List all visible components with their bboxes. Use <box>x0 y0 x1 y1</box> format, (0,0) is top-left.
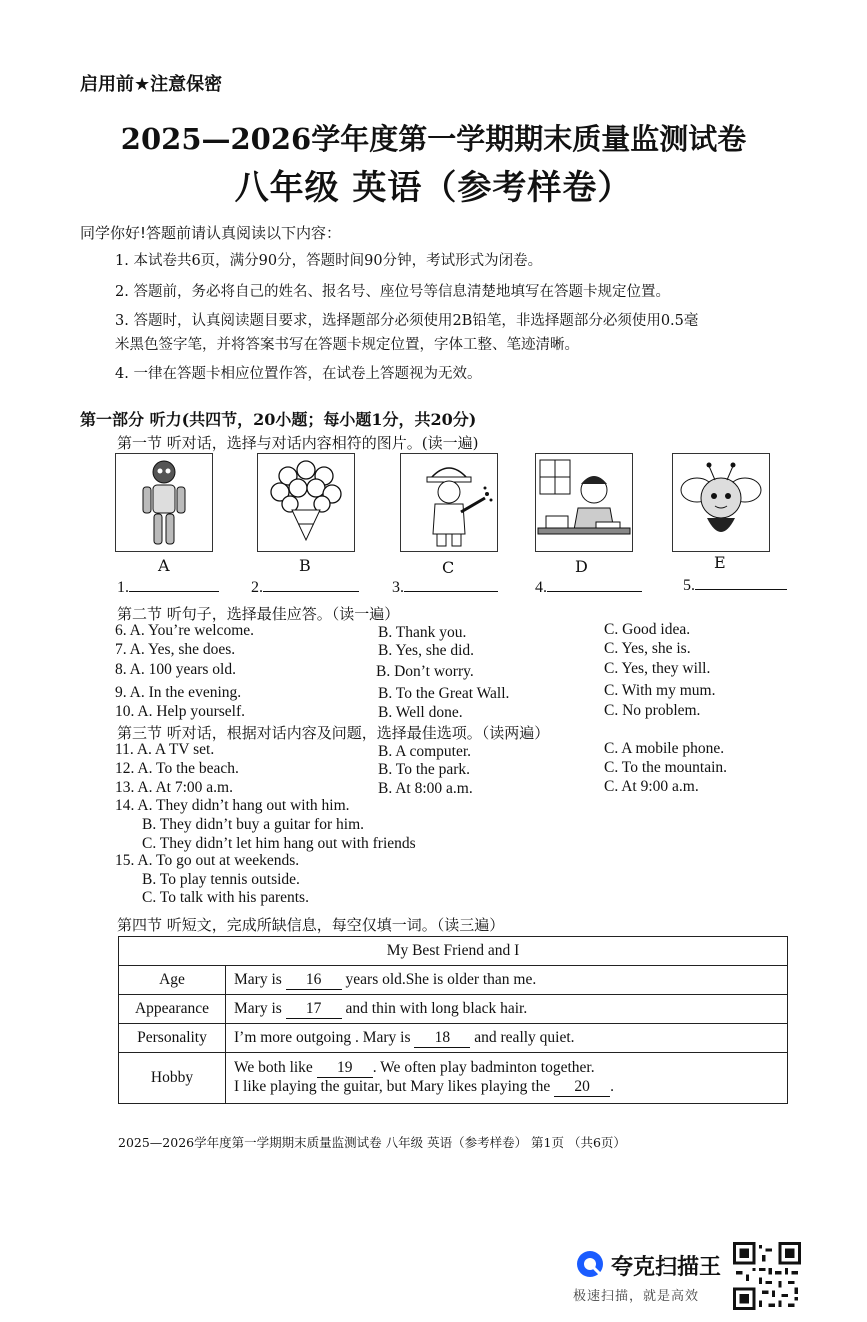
qr-code-icon <box>733 1242 801 1310</box>
notice-item: 4. 一律在答题卡相应位置作答，在试卷上答题视为无效。 <box>115 366 482 382</box>
notice-item: 2. 答题前，务必将自己的姓名、报名号、座位号等信息清楚地填写在答题卡规定位置。 <box>115 284 670 300</box>
text: and thin with long black hair. <box>341 999 528 1017</box>
picture-label: C <box>442 558 455 577</box>
answer-blank-18[interactable]: 18 <box>414 1029 470 1048</box>
robot-icon <box>116 454 212 551</box>
blank-number: 1. <box>117 579 129 596</box>
option-b[interactable]: B. A computer. <box>378 743 471 760</box>
answer-blank-2[interactable] <box>251 577 359 597</box>
table-row <box>119 995 788 1024</box>
answer-blank-20[interactable]: 20 <box>554 1078 610 1097</box>
option-b[interactable]: B. At 8:00 a.m. <box>378 780 473 797</box>
row-content <box>226 995 788 1024</box>
option-c[interactable]: C. At 9:00 a.m. <box>604 778 699 795</box>
info-table <box>118 936 788 1104</box>
notice-item: 米黑色签字笔，并将答案书写在答题卡规定位置，字体工整、笔迹清晰。 <box>115 337 579 353</box>
text: . <box>610 1078 614 1095</box>
row-label: Appearance <box>119 995 226 1024</box>
table-row <box>119 1053 788 1104</box>
scanner-brand: 夸克扫描王 <box>611 1255 722 1280</box>
picture-a <box>115 453 213 552</box>
scanner-watermark <box>573 1245 733 1305</box>
picture-b <box>257 453 355 552</box>
row-content <box>226 966 788 995</box>
hobby-line-2 <box>234 1078 779 1097</box>
hobby-line-1 <box>234 1059 779 1078</box>
answer-blank-4[interactable] <box>535 577 642 597</box>
option-c[interactable]: C. Good idea. <box>604 621 691 638</box>
option-c[interactable]: C. To the mountain. <box>604 759 728 776</box>
answer-blank-1[interactable] <box>117 577 219 597</box>
firefighter-icon <box>401 454 497 551</box>
option-b[interactable]: B. Yes, she did. <box>378 642 475 659</box>
picture-d <box>535 453 633 552</box>
table-row <box>119 966 788 995</box>
exam-subtitle: 八年级 英语（参考样卷） <box>234 168 633 208</box>
option-b[interactable]: B. To the park. <box>378 761 471 778</box>
part1-title: 第一部分 听力(共四节，20小题；每小题1分，共20分) <box>80 410 477 429</box>
option-b[interactable]: B. Thank you. <box>378 624 467 641</box>
picture-label: E <box>714 553 726 572</box>
answer-blank-19[interactable]: 19 <box>317 1059 373 1078</box>
section4-title: 第四节 听短文，完成所缺信息，每空仅填一词。（读三遍） <box>117 916 505 934</box>
confidential-label: 启用前★注意保密 <box>80 74 223 95</box>
option-c[interactable]: C. No problem. <box>604 702 701 719</box>
notice-intro: 同学你好!答题前请认真阅读以下内容： <box>80 224 342 242</box>
picture-label: D <box>575 557 588 576</box>
answer-blank-17[interactable]: 17 <box>286 1000 342 1019</box>
option-a[interactable]: 15. A. To go out at weekends. <box>115 852 300 869</box>
option-c[interactable]: C. A mobile phone. <box>604 740 725 757</box>
notice-item: 3. 答题时，认真阅读题目要求，选择题部分必须使用2B铅笔，非选择题部分必须使用0.5毫 <box>115 313 699 329</box>
text: Mary is <box>234 970 286 988</box>
answer-blank-5[interactable] <box>683 575 787 595</box>
section2-title: 第二节 听句子，选择最佳应答。（读一遍） <box>117 605 400 623</box>
text: Mary is <box>234 999 286 1017</box>
text: I like playing the guitar, but Mary likes playing the <box>234 1078 555 1095</box>
option-a[interactable]: 8. A. 100 years old. <box>115 661 236 678</box>
option-b[interactable]: B. Don’t worry. <box>376 663 474 680</box>
answer-blank-3[interactable] <box>392 577 498 597</box>
page-footer: 2025—2026学年度第一学期期末质量监测试卷 八年级 英语（参考样卷） 第1页 （共6页） <box>118 1135 626 1150</box>
section1-title: 第一节 听对话，选择与对话内容相符的图片。(读一遍) <box>117 434 479 452</box>
table-row <box>119 1024 788 1053</box>
row-label: Hobby <box>119 1053 226 1104</box>
option-a[interactable]: 7. A. Yes, she does. <box>115 641 236 658</box>
blank-number: 4. <box>535 579 547 596</box>
section3-title: 第三节 听对话，根据对话内容及问题，选择最佳选项。（读两遍） <box>117 724 550 742</box>
option-c[interactable]: C. They didn’t let him hang out with friends <box>142 835 416 852</box>
bee-icon <box>673 454 769 551</box>
option-b[interactable]: B. They didn’t buy a guitar for him. <box>142 816 364 833</box>
option-c[interactable]: C. To talk with his parents. <box>142 889 309 906</box>
option-a[interactable]: 11. A. A TV set. <box>115 741 215 758</box>
picture-c <box>400 453 498 552</box>
blank-number: 5. <box>683 577 695 594</box>
option-b[interactable]: B. Well done. <box>378 704 463 721</box>
flower-bouquet-icon <box>258 454 354 551</box>
option-a[interactable]: 6. A. You’re welcome. <box>115 622 255 639</box>
picture-label: B <box>299 556 311 575</box>
notice-item: 1. 本试卷共6页，满分90分，答题时间90分钟，考试形式为闭卷。 <box>115 253 543 269</box>
option-c[interactable]: C. Yes, they will. <box>604 660 711 677</box>
option-c[interactable]: C. Yes, she is. <box>604 640 691 657</box>
table-title: My Best Friend and I <box>119 937 788 966</box>
row-content <box>226 1053 788 1104</box>
option-b[interactable]: B. To the Great Wall. <box>378 685 510 702</box>
quark-logo-icon <box>575 1249 605 1279</box>
option-c[interactable]: C. With my mum. <box>604 682 716 699</box>
row-label: Personality <box>119 1024 226 1053</box>
exam-title: 2025—2026学年度第一学期期末质量监测试卷 <box>120 122 747 156</box>
answer-blank-16[interactable]: 16 <box>286 971 342 990</box>
scanner-slogan: 极速扫描，就是高效 <box>573 1289 700 1304</box>
option-b[interactable]: B. To play tennis outside. <box>142 871 300 888</box>
option-a[interactable]: 10. A. Help yourself. <box>115 703 246 720</box>
text: We both like <box>234 1059 317 1076</box>
picture-label: A <box>158 556 170 575</box>
text: . We often play badminton together. <box>372 1059 595 1076</box>
option-a[interactable]: 12. A. To the beach. <box>115 760 239 777</box>
blank-number: 2. <box>251 579 263 596</box>
option-a[interactable]: 13. A. At 7:00 a.m. <box>115 779 233 796</box>
option-a[interactable]: 9. A. In the evening. <box>115 684 242 701</box>
row-label: Age <box>119 966 226 995</box>
text: years old.She is older than me. <box>341 970 537 988</box>
text: I’m more outgoing . Mary is <box>234 1028 415 1046</box>
boy-studying-icon <box>536 454 632 551</box>
text: and really quiet. <box>470 1028 575 1046</box>
row-content <box>226 1024 788 1053</box>
blank-number: 3. <box>392 579 404 596</box>
picture-e <box>672 453 770 552</box>
option-a[interactable]: 14. A. They didn’t hang out with him. <box>115 797 350 814</box>
